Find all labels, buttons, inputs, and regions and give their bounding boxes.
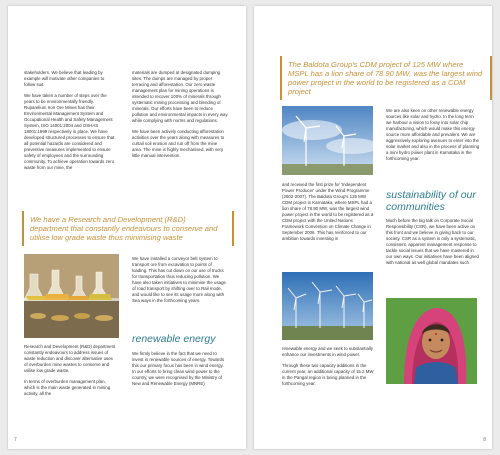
renewable-energy-heading: renewable energy [132,333,216,345]
right-page-number: 8 [483,437,486,443]
woman-portrait-image [386,298,477,384]
right-col1-para-3: Through these two capacity additions in the current year, an additional capacity of 15.2 MW in the Pangal region is being planned in the forthcoming year. [282,363,374,386]
left-col1b-para-2: In terms of overburden management plan, which is the main waste generated in mining activity, all the [24,379,111,396]
left-pull-quote: We have a Research and Development (R&D) department that constantly endeavours to conserve and utilise low grade waste thus minimising waste [30,215,218,242]
right-col1-para-1: and received the first prize for 'Independent Power Producer' under the Wind Programme (2002-2007). The Baldota Group's 125 MW CDM project in Karnataka, where MSPL had a lion share of 78.90 MW, was the largest wind power project in the world to be registered as a CDM project with the United Nations Framework Convention on Climate Change in September 2006. This has reinforced to our ambition towards investing in [282,182,374,241]
left-page-number: 7 [14,437,17,443]
left-col2-renewable [132,351,228,392]
right-col2-csr [386,218,480,271]
left-col2-para-1: materials are dumped at designated dumping sites. The dumps are managed by proper terracing and afforestation. Our zero waste management plan for mining operations is intended to recover 100% of minerals through systematic mining processing and blending of minerals. Our efforts have been to reduce pollution and environmental impacts in every way while complying with norms and regulations. [132,70,228,123]
right-col1 [282,182,374,247]
left-col1-para-2: We have taken a number of steps over the years to be environmentally friendly. Ruparelium Iron Ore Mines has their Environmental Management System and Occupational Health and Safety Management System, ISO 14001:2004 and OSHAS 18001:1999 respectively in place. We have developed structured processes to ensure that all potential hazards are considered and preventive measures implemented to ensure safety of employees and the surrounding community. To achieve operation towards zero waste from our mine, the [24,93,115,170]
right-col1-para-2: renewable energy and we seek to substantially enhance our investments in wind power. [282,346,374,357]
left-col2-para-2: We have been actively conducting afforestation activities over the years along with measures to curtail soil erosion and run off from the mine area. The mine is highly mechanised, with very little manual intervention. [132,129,225,158]
right-quote-band [280,56,492,100]
wind-farm-illustration [282,272,373,340]
left-col2c-para-1: We firmly believe in the fact that we need to invest in renewable sources of energy. Towards this our primary focus has been in wind energy. In our efforts to bring clean wind power to the country, we were recognised by the Ministry of New and Renewable Energy (MNRE) [132,351,225,386]
right-pull-quote: The Baldota Group's CDM project of 125 MW where MSPL has a lion share of 78.90 MW, was the largest wind power project in the world to be registered as a CDM project [288,60,483,96]
left-quote-band [22,211,234,246]
left-col2 [132,70,228,164]
right-page [254,6,492,449]
lab-flasks-illustration [24,254,119,338]
wind-turbines-illustration [282,106,373,175]
left-col2b-para-1: We have installed a conveyor belt system to transport ore from excavation to points of loading. This has cut down on our use of trucks for transportation thus reducing pollution. We have also taken initiatives to minimise the usage of road transport by shifting over to Rail mode, and would like to see its usage more along with Sea ways in the forthcoming years. [132,256,226,303]
wind-farm-image [282,272,373,340]
right-col1-bottom [282,346,374,392]
left-col2-bottom [132,256,228,309]
left-col1b-para-1: Research and Development (R&D) department constantly endeavours to address issues of waste reduction and discover alternative uses of overburden mine wastes to conserve and utilise low grade waste. [24,344,116,373]
left-col1-bottom [24,344,116,402]
left-col1 [24,70,116,176]
wind-turbines-sky-image [282,106,373,175]
lab-flasks-image [24,254,119,338]
right-col2-para-1: We are also keen on other renewable energy sources like solar and hydro. In the long term we harbour a vision to foray into solar chip manufacturing, which would make this energy source more affordable and prevalent. We are aggressively exploring avenues to enter into the solar market and also in the process of planning a mini hydro power plant in Karnataka in the forthcoming year. [386,108,480,161]
left-page [8,6,246,449]
right-col2 [386,108,480,167]
woman-portrait-illustration [386,298,477,384]
right-col2b-para-1: Much before the big talk on Corporate Social Responsibility (CSR), we have been active on this front and we believe in giving back to our society. CSR as a system is only a systematic, consistent, apparent management response to tackle social issues that we have mastered in our own ways. Our initiatives have been aligned with national as well global mandates such [386,218,479,265]
left-col1-para-1: stakeholders. We believe that leading by example will motivate other companies to follow suit. [24,70,105,87]
sustainability-heading: sustainability of our communities [386,189,476,213]
